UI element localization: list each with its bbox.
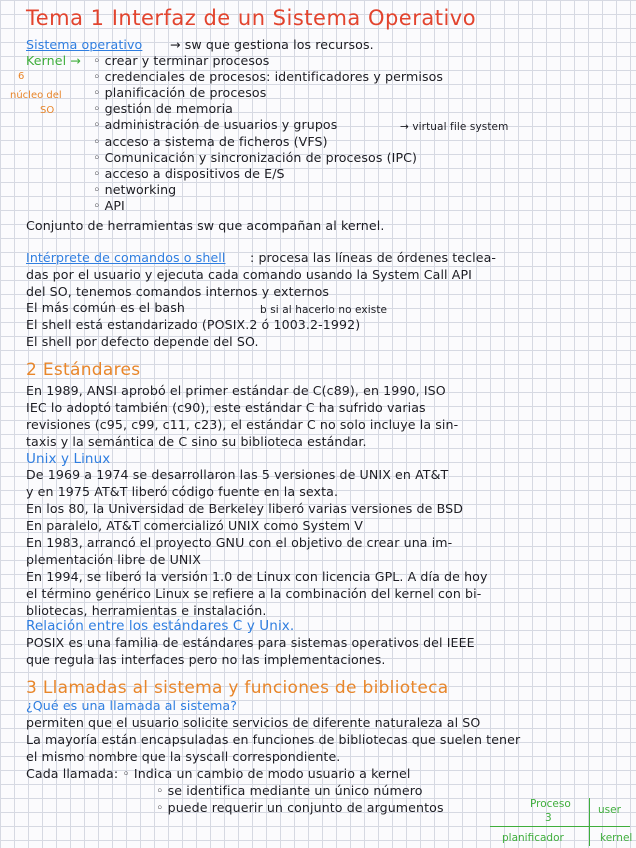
kernel-item: ◦ acceso a sistema de ficheros (VFS) — [93, 134, 328, 149]
kernel-label: Kernel → — [26, 53, 81, 68]
diagram-user: user — [598, 804, 621, 816]
section-heading-llamadas: 3 Llamadas al sistema y funciones de biblioteca — [26, 678, 449, 698]
kernel-item: ◦ acceso a dispositivos de E/S — [93, 166, 285, 181]
page-title: Tema 1 Interfaz de un Sistema Operativo — [26, 6, 477, 30]
llamadas-line: La mayoría están encapsuladas en funciones de bibliotecas que suelen tener — [26, 732, 521, 747]
shell-line: El shell por defecto depende del SO. — [26, 334, 259, 349]
kernel-item: ◦ credenciales de procesos: identificadores y permisos — [93, 69, 444, 84]
shell-label: Intérprete de comandos o shell — [26, 250, 226, 265]
so-definition: → sw que gestiona los recursos. — [170, 37, 374, 52]
kernel-item: ◦ crear y terminar procesos — [93, 53, 270, 68]
diagram-divider-horizontal — [490, 826, 630, 827]
ansi-line: taxis y la semántica de C sino su biblioteca estándar. — [26, 434, 367, 449]
llamadas-line: permiten que el usuario solicite servicios de diferente naturaleza al SO — [26, 715, 481, 730]
unix-line: En 1983, arrancó el proyecto GNU con el objetivo de crear una im- — [26, 535, 453, 550]
kernel-item: ◦ planificación de procesos — [93, 85, 267, 100]
section-heading-estandares: 2 Estándares — [26, 360, 141, 380]
llamadas-line: ◦ puede requerir un conjunto de argumentos — [156, 800, 444, 815]
unix-line: En los 80, la Universidad de Berkeley liberó varias versiones de BSD — [26, 501, 463, 516]
posix-line: que regula las interfaces pero no las implementaciones. — [26, 652, 386, 667]
kernel-item: ◦ Comunicación y sincronización de procesos (IPC) — [93, 150, 418, 165]
diagram-planificador: planificador — [502, 832, 564, 844]
virtual-fs-note: → virtual file system — [400, 121, 509, 133]
margin-note-nucleo: núcleo del — [10, 90, 62, 101]
kernel-item: ◦ API — [93, 198, 125, 213]
toolset-line: Conjunto de herramientas sw que acompañan al kernel. — [26, 218, 385, 233]
shell-line: : procesa las líneas de órdenes teclea- — [250, 250, 497, 265]
shell-line: del SO, tenemos comandos internos y externos — [26, 284, 330, 299]
diagram-proceso: Proceso — [530, 798, 571, 810]
bash-note: b si al hacerlo no existe — [260, 304, 388, 316]
posix-line: POSIX es una familia de estándares para sistemas operativos del IEEE — [26, 635, 475, 650]
llamadas-line: ◦ se identifica mediante un único número — [156, 783, 423, 798]
margin-note-so: SO — [40, 105, 55, 116]
so-label: Sistema operativo — [26, 37, 143, 52]
unix-line: En paralelo, AT&T comercializó UNIX como System V — [26, 518, 363, 533]
unix-line: el término genérico Linux se refiere a la combinación del kernel con bi- — [26, 586, 482, 601]
unix-line: En 1994, se liberó la versión 1.0 de Linux con licencia GPL. A día de hoy — [26, 569, 488, 584]
shell-line: das por el usuario y ejecuta cada comando usando la System Call API — [26, 267, 472, 282]
margin-note-6: 6 — [18, 71, 25, 82]
llamadas-question: ¿Qué es una llamada al sistema? — [26, 698, 238, 713]
unix-heading: Unix y Linux — [26, 451, 111, 467]
unix-line: y en 1975 AT&T liberó código fuente en la sexta. — [26, 484, 339, 499]
ansi-line: En 1989, ANSI aprobó el primer estándar de C(c89), en 1990, ISO — [26, 383, 446, 398]
relacion-heading: Relación entre los estándares C y Unix. — [26, 618, 295, 634]
kernel-item: ◦ administración de usuarios y grupos — [93, 117, 338, 132]
shell-line: El shell está estandarizado (POSIX.2 ó 1003.2-1992) — [26, 317, 361, 332]
ansi-line: IEC lo adoptó también (c90), este estándar C ha sufrido varias — [26, 400, 426, 415]
unix-line: bliotecas, herramientas e instalación. — [26, 603, 267, 618]
unix-line: plementación libre de UNIX — [26, 552, 201, 567]
kernel-item: ◦ networking — [93, 182, 177, 197]
llamadas-line: Cada llamada: ◦ Indica un cambio de modo usuario a kernel — [26, 766, 411, 781]
diagram-kernel: kernel — [600, 832, 633, 844]
kernel-item: ◦ gestión de memoria — [93, 101, 233, 116]
shell-line: El más común es el bash — [26, 300, 185, 315]
unix-line: De 1969 a 1974 se desarrollaron las 5 versiones de UNIX en AT&T — [26, 467, 449, 482]
ansi-line: revisiones (c95, c99, c11, c23), el estándar C no solo incluye la sin- — [26, 417, 459, 432]
diagram-divider-vertical — [589, 798, 590, 846]
diagram-number: 3 — [545, 812, 552, 824]
llamadas-line: el mismo nombre que la syscall correspondiente. — [26, 749, 341, 764]
